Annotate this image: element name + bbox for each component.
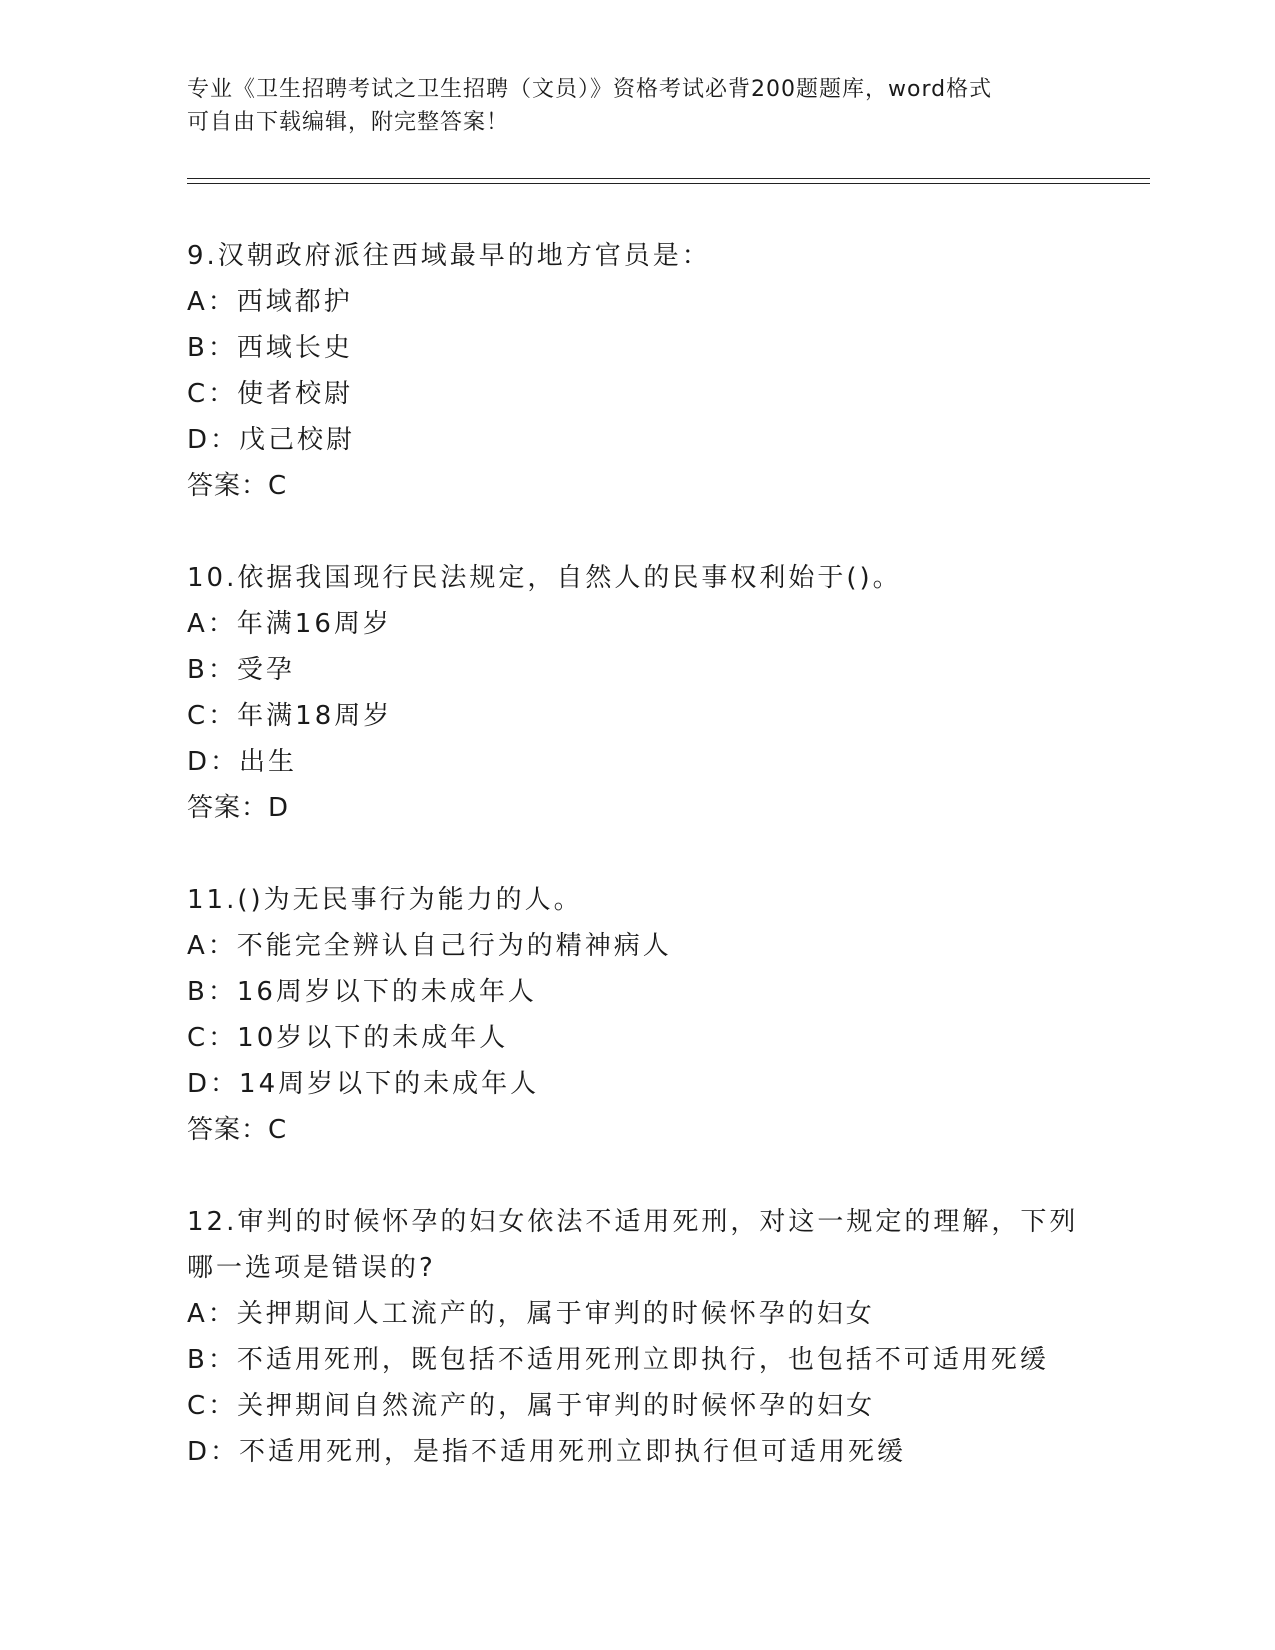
answer-line: 答案：D — [187, 793, 290, 823]
header-divider-top — [187, 178, 1150, 179]
option-d: D：不适用死刑，是指不适用死刑立即执行但可适用死缓 — [187, 1437, 907, 1467]
option-b: B：受孕 — [187, 655, 295, 685]
question-text: 9.汉朝政府派往西域最早的地方官员是： — [187, 241, 711, 271]
option-d: D：戊己校尉 — [187, 425, 356, 455]
header-line-2: 可自由下载编辑，附完整答案！ — [187, 110, 510, 135]
answer-line: 答案：C — [187, 471, 288, 501]
question-12 — [187, 1199, 1147, 1475]
question-9 — [187, 233, 1147, 509]
option-c: C：使者校尉 — [187, 379, 354, 409]
option-a: A：关押期间人工流产的，属于审判的时候怀孕的妇女 — [187, 1299, 875, 1329]
answer-line: 答案：C — [187, 1115, 288, 1145]
question-10 — [187, 555, 1147, 831]
option-b: B：不适用死刑，既包括不适用死刑立即执行，也包括不可适用死缓 — [187, 1345, 1049, 1375]
option-d: D：出生 — [187, 747, 298, 777]
option-a: A：西域都护 — [187, 287, 353, 317]
option-c: C：年满18周岁 — [187, 701, 393, 731]
question-text: 11.()为无民事行为能力的人。 — [187, 885, 583, 915]
option-b: B：16周岁以下的未成年人 — [187, 977, 537, 1007]
header-line-1: 专业《卫生招聘考试之卫生招聘（文员）》资格考试必背200题题库，word格式 — [187, 77, 993, 102]
document-header — [187, 73, 1067, 139]
option-a: A：年满16周岁 — [187, 609, 392, 639]
option-c: C：10岁以下的未成年人 — [187, 1023, 509, 1053]
question-11 — [187, 877, 1147, 1153]
option-b: B：西域长史 — [187, 333, 353, 363]
question-text: 10.依据我国现行民法规定，自然人的民事权利始于()。 — [187, 563, 902, 593]
option-c: C：关押期间自然流产的，属于审判的时候怀孕的妇女 — [187, 1391, 876, 1421]
question-text-line-1: 12.审判的时候怀孕的妇女依法不适用死刑，对这一规定的理解，下列 — [187, 1207, 1079, 1237]
option-d: D：14周岁以下的未成年人 — [187, 1069, 540, 1099]
question-text-line-2: 哪一选项是错误的? — [187, 1253, 436, 1283]
question-list — [187, 233, 1147, 1521]
header-divider-bottom — [187, 183, 1150, 184]
option-a: A：不能完全辨认自己行为的精神病人 — [187, 931, 672, 961]
